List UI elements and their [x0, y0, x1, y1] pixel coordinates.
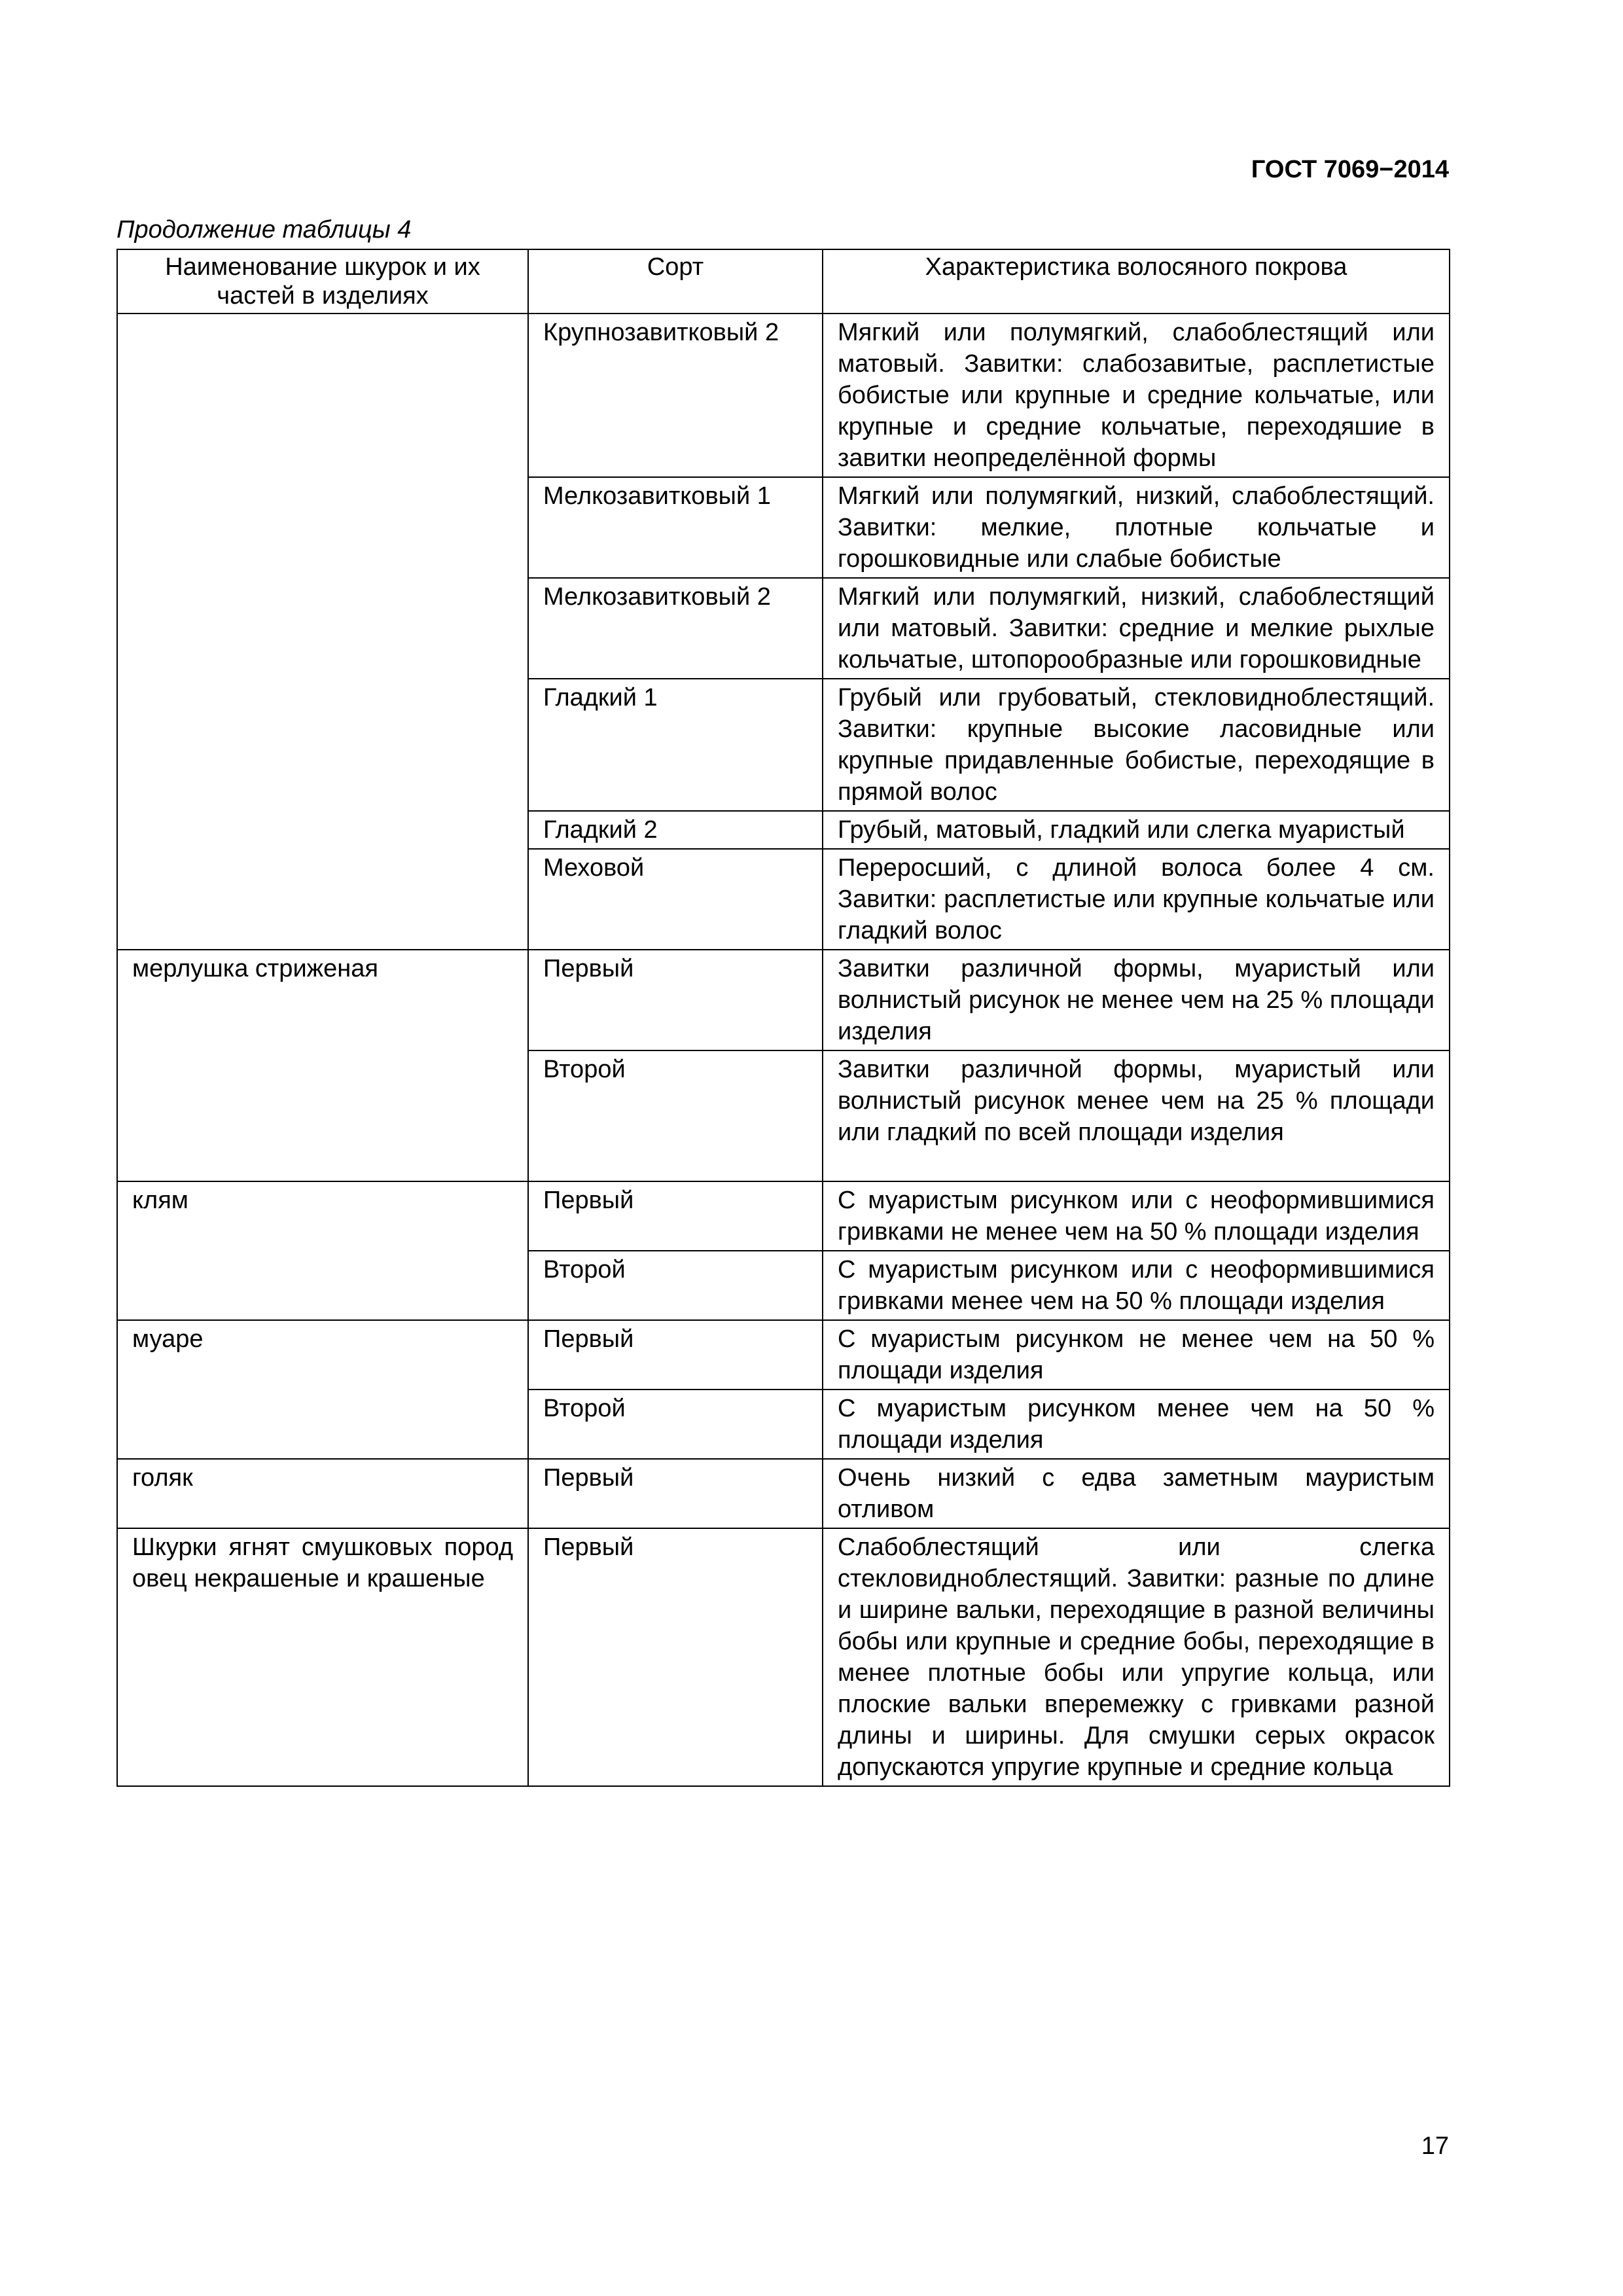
row-grade: Второй	[528, 1251, 823, 1320]
row-grade: Второй	[528, 1390, 823, 1459]
row-grade: Первый	[528, 1320, 823, 1390]
header-description: Характеристика волосяного покрова	[823, 249, 1450, 314]
row-description: С муаристым рисунком или с неоформившимися гривками менее чем на 50 % площади изделия	[823, 1251, 1450, 1320]
row-name: клям	[117, 1181, 528, 1320]
row-name: Шкурки ягнят смушковых пород овец некрашеные и крашеные	[117, 1528, 528, 1786]
row-grade: Первый	[528, 950, 823, 1050]
row-description: С муаристым рисунком менее чем на 50 % площади изделия	[823, 1390, 1450, 1459]
row-grade: Мелкозавитковый 2	[528, 578, 823, 679]
header-grade: Сорт	[528, 249, 823, 314]
characteristics-table	[116, 249, 1450, 1787]
table-row	[117, 1320, 1450, 1390]
row-description: Мягкий или полумягкий, низкий, слабоблестящий или матовый. Завитки: средние и мелкие рыхлые кольчатые, штопорообразные или горошковидные	[823, 578, 1450, 679]
table-header-row	[117, 249, 1450, 314]
table-row	[117, 314, 1450, 477]
header-name: Наименование шкурок и их частей в изделиях	[117, 249, 528, 314]
row-description: Грубый, матовый, гладкий или слегка муаристый	[823, 811, 1450, 849]
row-description: Грубый или грубоватый, стекловидноблестящий. Завитки: крупные высокие ласовидные или крупные придавленные бобистые, переходящие в прямой волос	[823, 679, 1450, 811]
page-number: 17	[1421, 2132, 1449, 2160]
row-description: Мягкий или полумягкий, низкий, слабоблестящий. Завитки: мелкие, плотные кольчатые и горошковидные или слабые бобистые	[823, 477, 1450, 578]
document-code: ГОСТ 7069−2014	[1251, 156, 1449, 183]
row-description: Очень низкий с едва заметным мауристым отливом	[823, 1459, 1450, 1528]
row-description: Завитки различной формы, муаристый или волнистый рисунок менее чем на 25 % площади или гладкий по всей площади изделия	[823, 1050, 1450, 1181]
row-grade: Мелкозавитковый 1	[528, 477, 823, 578]
table-row	[117, 1181, 1450, 1251]
row-name	[117, 314, 528, 950]
row-description: Мягкий или полумягкий, слабоблестящий или матовый. Завитки: слабозавитые, расплетистые бобистые или крупные и средние кольчатые, или крупные и средние кольчатые, переходяшие в завитки неопределённой формы	[823, 314, 1450, 477]
row-description: С муаристым рисунком или с неоформившимися гривками не менее чем на 50 % площади изделия	[823, 1181, 1450, 1251]
row-grade: Крупнозавитковый 2	[528, 314, 823, 477]
row-grade: Первый	[528, 1528, 823, 1786]
table-row	[117, 1528, 1450, 1786]
row-description: Завитки различной формы, муаристый или волнистый рисунок не менее чем на 25 % площади изделия	[823, 950, 1450, 1050]
row-grade: Меховой	[528, 849, 823, 950]
row-grade: Первый	[528, 1459, 823, 1528]
row-description: С муаристым рисунком не менее чем на 50 % площади изделия	[823, 1320, 1450, 1390]
table-row	[117, 950, 1450, 1050]
row-name: муаре	[117, 1320, 528, 1459]
row-name: голяк	[117, 1459, 528, 1528]
row-grade: Первый	[528, 1181, 823, 1251]
row-name: мерлушка стриженая	[117, 950, 528, 1181]
row-grade: Гладкий 2	[528, 811, 823, 849]
table-caption: Продолжение таблицы 4	[116, 216, 412, 243]
row-grade: Гладкий 1	[528, 679, 823, 811]
row-description: Переросший, с длиной волоса более 4 см. Завитки: расплетистые или крупные кольчатые или гладкий волос	[823, 849, 1450, 950]
row-grade: Второй	[528, 1050, 823, 1181]
row-description: Слабоблестящий или слегка стекловидноблестящий. Завитки: разные по длине и ширине вальки, переходящие в разной величины бобы или крупные и средние бобы, переходящие в менее плотные бобы или упругие кольца, или плоские вальки вперемежку с гривками разной длины и ширины. Для смушки серых окрасок допускаются упругие крупные и средние кольца	[823, 1528, 1450, 1786]
table-row	[117, 1459, 1450, 1528]
